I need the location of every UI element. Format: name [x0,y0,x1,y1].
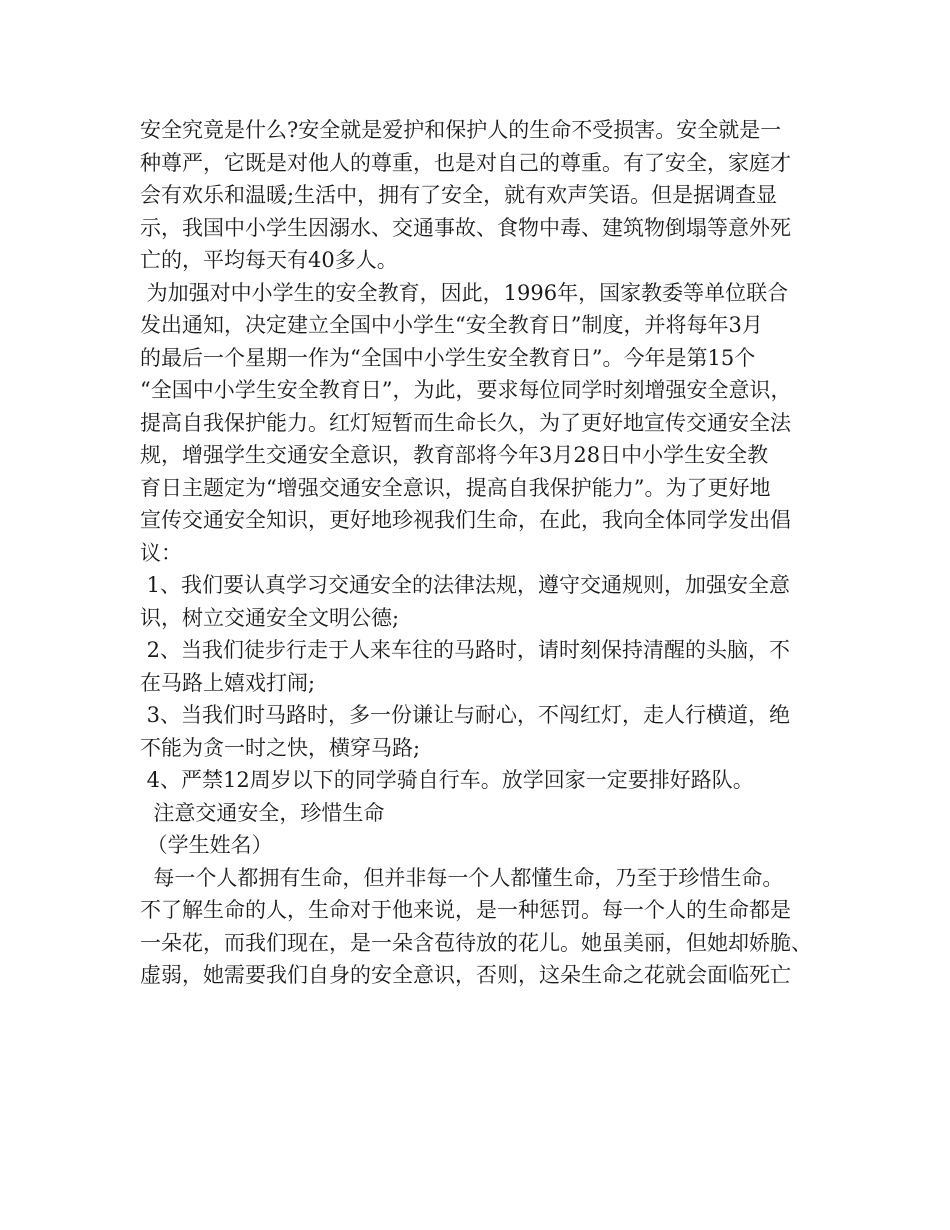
author-line: （学生姓名） [140,833,273,857]
text-line: 宣传交通安全知识，更好地珍视我们生命，在此，我向全体同学发出倡 [140,508,791,532]
text-line: 会有欢乐和温暖;生活中，拥有了安全，就有欢声笑语。但是据调查显 [140,183,778,207]
text-line: 提高自我保护能力。红灯短暂而生命长久，为了更好地宣传交通安全法 [140,410,791,435]
text-line: 亡的，平均每天有40多人。 [140,248,398,272]
section-title: 注意交通安全，珍惜生命 [140,800,385,825]
document-body [140,114,820,992]
text-line: “全国中小学生安全教育日”，为此，要求每位同学时刻增强安全意识， [140,378,792,402]
list-item: 1、我们要认真学习交通安全的法律法规，遵守交通规则，加强安全意 [140,573,791,597]
list-item: 在马路上嬉戏打闹; [140,670,316,695]
list-item: 4、严禁12周岁以下的同学骑自行车。放学回家一定要排好路队。 [140,768,754,792]
text-line: 的最后一个星期一作为“全国中小学生安全教育日”。今年是第15个 [140,345,756,370]
list-item: 不能为贪一时之快，横穿马路; [140,735,421,760]
text-line: 一朵花，而我们现在，是一朵含苞待放的花儿。她虽美丽，但她却娇脆、 [140,930,812,955]
text-line: 每一个人都拥有生命，但并非每一个人都懂生命，乃至于珍惜生命。 [140,865,784,890]
text-line: 安全究竟是什么?安全就是爱护和保护人的生命不受损害。安全就是一 [140,118,782,142]
text-line: 不了解生命的人，生命对于他来说，是一种惩罚。每一个人的生命都是 [140,898,791,922]
text-line: 议： [140,540,182,565]
text-line: 发出通知，决定建立全国中小学生“安全教育日”制度，并将每年3月 [140,313,763,337]
text-line: 育日主题定为“增强交通安全意识，提高自我保护能力”。为了更好地 [140,475,771,500]
text-line: 示，我国中小学生因溺水、交通事故、食物中毒、建筑物倒塌等意外死 [140,215,791,240]
list-item: 3、当我们时马路时，多一份谦让与耐心，不闯红灯，走人行横道，绝 [140,703,791,727]
text-line: 种尊严，它既是对他人的尊重，也是对自己的尊重。有了安全，家庭才 [140,150,791,175]
list-item: 2、当我们徒步行走于人来车往的马路时，请时刻保持清醒的头脑，不 [140,638,791,662]
text-line: 虚弱，她需要我们自身的安全意识，否则，这朵生命之花就会面临死亡 [140,963,791,987]
text-line: 为加强对中小学生的安全教育，因此，1996年，国家教委等单位联合 [140,280,789,305]
list-item: 识，树立交通安全文明公德; [140,605,400,630]
text-line: 规，增强学生交通安全意识，教育部将今年3月28日中小学生安全教 [140,443,769,467]
